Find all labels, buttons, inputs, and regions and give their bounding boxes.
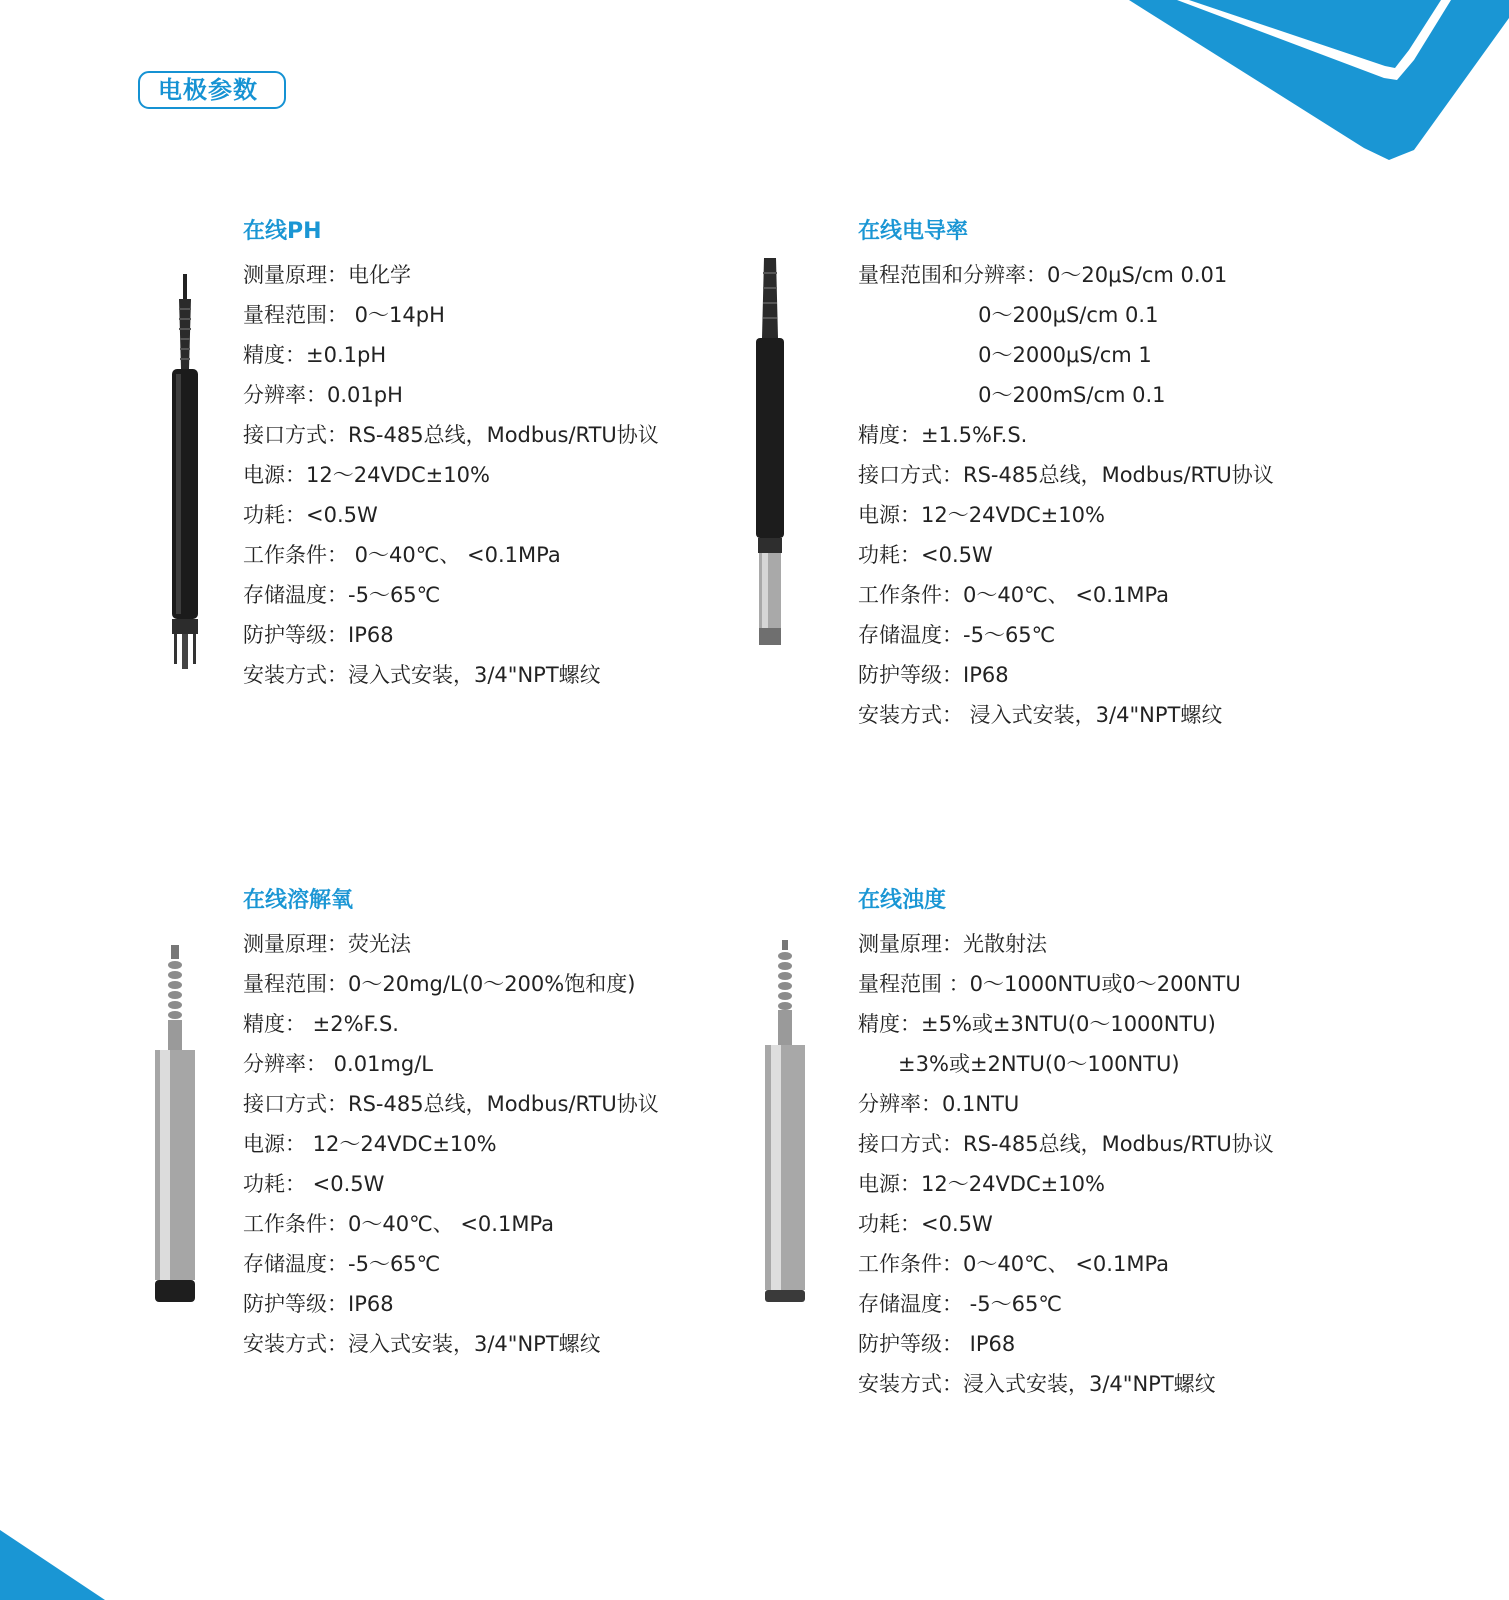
spec-line: 电源： 12～24VDC±10% bbox=[243, 1132, 497, 1156]
spec-line: 0～200μS/cm 0.1 bbox=[858, 303, 1159, 327]
block-title: 在线溶解氧 bbox=[243, 888, 354, 913]
spec-line: 分辨率：0.1NTU bbox=[858, 1092, 1020, 1116]
dissolved-oxygen-probe-image bbox=[150, 945, 200, 1305]
spec-line: 量程范围：0～20mg/L(0～200%饱和度) bbox=[243, 972, 636, 996]
spec-line: 工作条件： 0～40℃、 <0.1MPa bbox=[243, 543, 561, 567]
section-title-badge: 电极参数 bbox=[138, 71, 286, 109]
spec-line: 功耗：<0.5W bbox=[243, 503, 378, 527]
spec-line: 电源：12～24VDC±10% bbox=[243, 463, 490, 487]
turbidity-probe-image bbox=[760, 940, 810, 1310]
spec-line: 电源：12～24VDC±10% bbox=[858, 1172, 1105, 1196]
spec-line: 防护等级： IP68 bbox=[858, 1332, 1016, 1356]
conductivity-spec-block bbox=[858, 216, 1274, 735]
spec-line: 0～200mS/cm 0.1 bbox=[858, 383, 1166, 407]
spec-line: 工作条件：0～40℃、 <0.1MPa bbox=[858, 1252, 1170, 1276]
conductivity-probe-image bbox=[750, 258, 790, 648]
spec-line: 存储温度： -5～65℃ bbox=[858, 1292, 1062, 1316]
spec-line: 精度：±1.5%F.S. bbox=[858, 423, 1028, 447]
spec-line: 存储温度：-5～65℃ bbox=[243, 1252, 441, 1276]
spec-line: 测量原理：荧光法 bbox=[243, 932, 411, 956]
spec-line: 精度：±5%或±3NTU(0～1000NTU) bbox=[858, 1012, 1216, 1036]
spec-line: 安装方式：浸入式安装，3/4"NPT螺纹 bbox=[243, 1332, 601, 1356]
spec-line: 分辨率： 0.01mg/L bbox=[243, 1052, 433, 1076]
spec-line: 存储温度：-5～65℃ bbox=[858, 623, 1056, 647]
spec-line: 安装方式：浸入式安装，3/4"NPT螺纹 bbox=[243, 663, 601, 687]
spec-line: 精度：±0.1pH bbox=[243, 343, 387, 367]
spec-line: ±3%或±2NTU(0～100NTU) bbox=[858, 1052, 1180, 1076]
spec-line: 防护等级：IP68 bbox=[858, 663, 1009, 687]
spec-line: 接口方式：RS-485总线，Modbus/RTU协议 bbox=[243, 1092, 659, 1116]
spec-line: 分辨率：0.01pH bbox=[243, 383, 403, 407]
spec-line: 量程范围： 0～14pH bbox=[243, 303, 445, 327]
spec-line: 工作条件：0～40℃、 <0.1MPa bbox=[858, 583, 1170, 607]
spec-line: 防护等级：IP68 bbox=[243, 1292, 394, 1316]
spec-line: 0～2000μS/cm 1 bbox=[858, 343, 1152, 367]
ph-probe-image bbox=[160, 274, 210, 674]
spec-line: 工作条件：0～40℃、 <0.1MPa bbox=[243, 1212, 555, 1236]
spec-line: 存储温度：-5～65℃ bbox=[243, 583, 441, 607]
spec-line: 功耗： <0.5W bbox=[243, 1172, 385, 1196]
block-title: 在线PH bbox=[243, 219, 322, 244]
spec-line: 电源：12～24VDC±10% bbox=[858, 503, 1105, 527]
spec-line: 精度： ±2%F.S. bbox=[243, 1012, 399, 1036]
block-title: 在线浊度 bbox=[858, 888, 947, 913]
ph-spec-block bbox=[243, 216, 659, 695]
spec-line: 功耗：<0.5W bbox=[858, 543, 993, 567]
spec-line: 测量原理：光散射法 bbox=[858, 932, 1047, 956]
spec-line: 安装方式： 浸入式安装，3/4"NPT螺纹 bbox=[858, 703, 1223, 727]
dissolved-oxygen-spec-block bbox=[243, 885, 659, 1364]
block-title: 在线电导率 bbox=[858, 219, 969, 244]
bottom-decoration bbox=[0, 1520, 120, 1600]
spec-line: 功耗：<0.5W bbox=[858, 1212, 993, 1236]
turbidity-spec-block bbox=[858, 885, 1274, 1404]
spec-line: 接口方式：RS-485总线，Modbus/RTU协议 bbox=[243, 423, 659, 447]
spec-line: 安装方式：浸入式安装，3/4"NPT螺纹 bbox=[858, 1372, 1216, 1396]
spec-line: 防护等级：IP68 bbox=[243, 623, 394, 647]
spec-line: 量程范围 ：0～1000NTU或0～200NTU bbox=[858, 972, 1241, 996]
spec-line: 接口方式：RS-485总线，Modbus/RTU协议 bbox=[858, 1132, 1274, 1156]
corner-decoration bbox=[1129, 0, 1509, 170]
spec-line: 测量原理：电化学 bbox=[243, 263, 411, 287]
spec-line: 量程范围和分辨率：0～20μS/cm 0.01 bbox=[858, 263, 1228, 287]
spec-line: 接口方式：RS-485总线，Modbus/RTU协议 bbox=[858, 463, 1274, 487]
